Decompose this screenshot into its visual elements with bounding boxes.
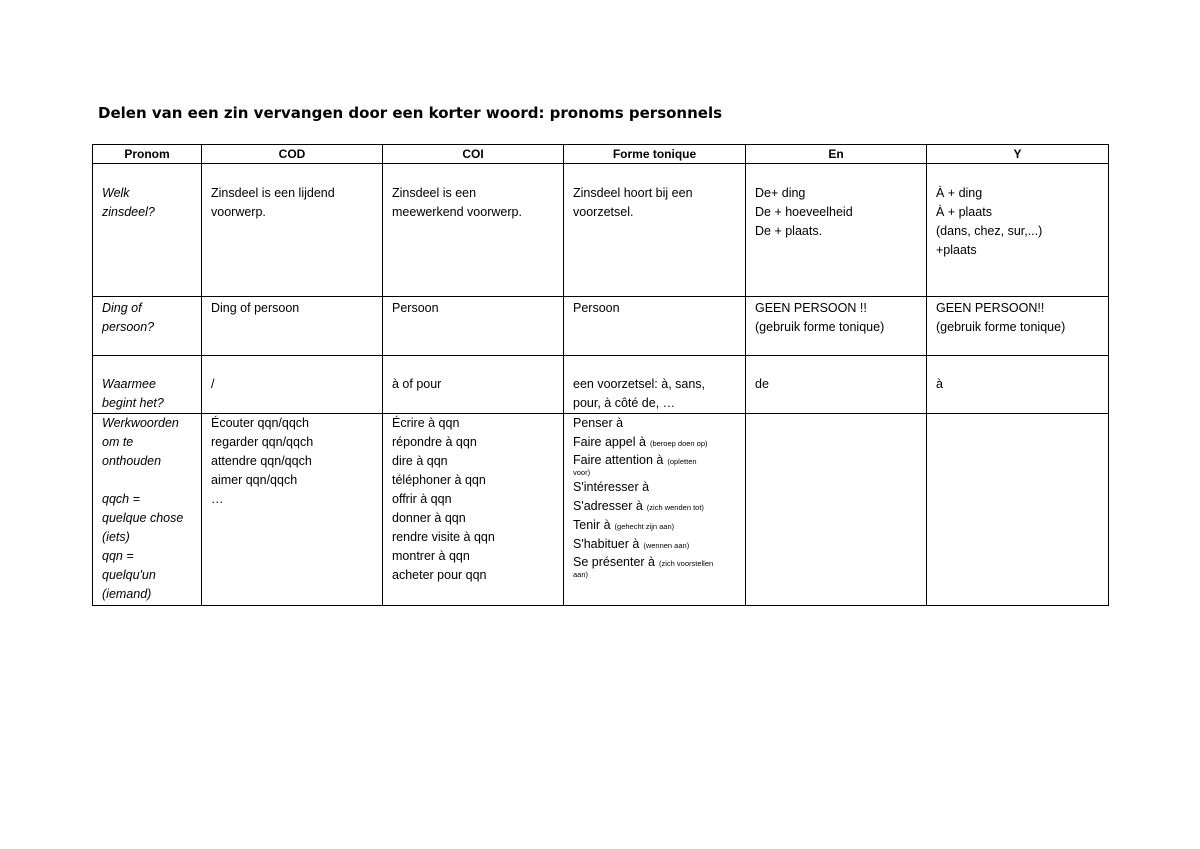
- row-label-cell: [93, 414, 202, 606]
- row-label: quelqu'un: [102, 568, 156, 582]
- cell-line: Persoon: [573, 301, 620, 315]
- coi-cell: [383, 356, 564, 414]
- verb-item: [573, 535, 736, 554]
- verb-text: S'adresser à: [573, 499, 643, 513]
- row-label: zinsdeel?: [102, 205, 155, 219]
- cell-line: à of pour: [392, 377, 442, 391]
- verb-item: [573, 516, 736, 535]
- page-title: Delen van een zin vervangen door een korter woord: pronoms personnels: [98, 104, 723, 122]
- verb-item: [573, 414, 736, 433]
- row-label-cell: [93, 297, 202, 356]
- tonique-cell: [564, 164, 746, 297]
- y-cell: [927, 414, 1109, 606]
- header-row: [93, 145, 1109, 164]
- header-y: Y: [927, 145, 1109, 164]
- verb-item: répondre à qqn: [392, 435, 477, 449]
- cell-line: Ding of persoon: [211, 301, 300, 315]
- row-label: quelque chose: [102, 511, 184, 525]
- verb-item: Écrire à qqn: [392, 416, 460, 430]
- cell-line: (gebruik forme tonique): [936, 320, 1066, 334]
- coi-cell: [383, 297, 564, 356]
- tonique-cell: [564, 297, 746, 356]
- verb-item: regarder qqn/qqch: [211, 435, 314, 449]
- y-cell: [927, 356, 1109, 414]
- row-label: persoon?: [102, 320, 155, 334]
- verb-item: acheter pour qqn: [392, 568, 487, 582]
- verb-item: aimer qqn/qqch: [211, 473, 298, 487]
- translation-note: (beroep doen op): [649, 439, 708, 448]
- verb-item: montrer à qqn: [392, 549, 470, 563]
- cell-line: à: [936, 377, 943, 391]
- verb-text: Penser à: [573, 416, 624, 430]
- verb-text: S'habituer à: [573, 537, 640, 551]
- row-label: qqch =: [102, 492, 140, 506]
- verb-text: Se présenter à: [573, 555, 655, 569]
- table-row-werkwoorden: [93, 414, 1109, 606]
- cell-line: pour, à côté de, …: [573, 396, 676, 410]
- verb-item: …: [211, 492, 224, 506]
- table-row-welk-zinsdeel: [93, 164, 1109, 297]
- verb-item: donner à qqn: [392, 511, 466, 525]
- cell-line: de: [755, 377, 769, 391]
- verb-item: [573, 497, 736, 516]
- en-cell: [746, 356, 927, 414]
- tonique-cell: [564, 356, 746, 414]
- cell-line: À + plaats: [936, 205, 992, 219]
- verb-item: offrir à qqn: [392, 492, 452, 506]
- row-label: om te: [102, 435, 134, 449]
- cell-line: À + ding: [936, 186, 983, 200]
- verb-text: Faire appel à: [573, 435, 646, 449]
- verb-item: [573, 433, 736, 452]
- cell-line: GEEN PERSOON!!: [936, 301, 1045, 315]
- row-label: Waarmee: [102, 377, 156, 391]
- cell-line: GEEN PERSOON !!: [755, 301, 867, 315]
- row-label: (iemand): [102, 587, 152, 601]
- table-row-ding-of-persoon: [93, 297, 1109, 356]
- pronoms-table: [92, 144, 1109, 606]
- cell-line: Persoon: [392, 301, 439, 315]
- table-row-waarmee-begint-het: [93, 356, 1109, 414]
- header-coi: COI: [383, 145, 564, 164]
- cell-line: een voorzetsel: à, sans,: [573, 377, 706, 391]
- verb-text: Faire attention à: [573, 453, 664, 467]
- spacer: [102, 471, 192, 490]
- row-label: Werkwoorden: [102, 416, 179, 430]
- row-label: (iets): [102, 530, 130, 544]
- row-label-cell: [93, 164, 202, 297]
- cell-line: Zinsdeel is een lijdend: [211, 186, 335, 200]
- en-cell: [746, 164, 927, 297]
- row-label: qqn =: [102, 549, 134, 563]
- cell-line: (gebruik forme tonique): [755, 320, 885, 334]
- cell-line: meewerkend voorwerp.: [392, 205, 522, 219]
- verb-item: attendre qqn/qqch: [211, 454, 312, 468]
- header-en: En: [746, 145, 927, 164]
- y-cell: [927, 164, 1109, 297]
- row-label-cell: [93, 356, 202, 414]
- tonique-cell: [564, 414, 746, 606]
- header-forme-tonique: Forme tonique: [564, 145, 746, 164]
- verb-item: [573, 452, 736, 468]
- header-cod: COD: [202, 145, 383, 164]
- cod-cell: [202, 297, 383, 356]
- verb-item: téléphoner à qqn: [392, 473, 486, 487]
- verb-text: Tenir à: [573, 518, 611, 532]
- cod-cell: [202, 164, 383, 297]
- cell-line: Zinsdeel is een: [392, 186, 477, 200]
- cell-line: voorwerp.: [211, 205, 266, 219]
- coi-cell: [383, 164, 564, 297]
- verb-item: rendre visite à qqn: [392, 530, 495, 544]
- row-label: onthouden: [102, 454, 162, 468]
- row-label: begint het?: [102, 396, 164, 410]
- row-label: Welk: [102, 186, 130, 200]
- verb-text: S'intéresser à: [573, 480, 650, 494]
- verb-item: [573, 554, 736, 570]
- cod-cell: [202, 414, 383, 606]
- verb-item: [573, 478, 736, 497]
- translation-note: voor): [573, 468, 591, 477]
- en-cell: [746, 297, 927, 356]
- coi-cell: [383, 414, 564, 606]
- translation-note: (opletten: [667, 457, 697, 466]
- en-cell: [746, 414, 927, 606]
- cell-line: /: [211, 377, 215, 391]
- verb-item: Écouter qqn/qqch: [211, 416, 309, 430]
- cell-line: De+ ding: [755, 186, 806, 200]
- verb-item: dire à qqn: [392, 454, 448, 468]
- cell-line: De + hoeveelheid: [755, 205, 853, 219]
- cell-line: Zinsdeel hoort bij een: [573, 186, 693, 200]
- row-label: Ding of: [102, 301, 142, 315]
- cell-line: +plaats: [936, 243, 977, 257]
- translation-note: (zich wenden tot): [646, 503, 704, 512]
- y-cell: [927, 297, 1109, 356]
- cell-line: voorzetsel.: [573, 205, 634, 219]
- cell-line: De + plaats.: [755, 224, 823, 238]
- cell-line: (dans, chez, sur,...): [936, 224, 1043, 238]
- translation-note: (wennen aan): [643, 541, 690, 550]
- translation-note: aan): [573, 570, 589, 579]
- translation-note: (zich voorstellen: [659, 559, 714, 568]
- cod-cell: [202, 356, 383, 414]
- header-pronom: Pronom: [93, 145, 202, 164]
- translation-note: (gehecht zijn aan): [614, 522, 675, 531]
